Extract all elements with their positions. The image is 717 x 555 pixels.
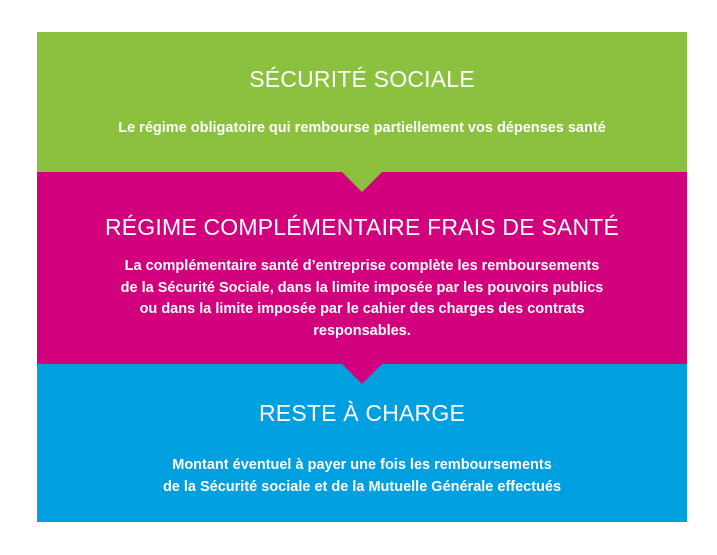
block-title: RÉGIME COMPLÉMENTAIRE FRAIS DE SANTÉ [104, 214, 620, 240]
description-line: La complémentaire santé d’entreprise complète les remboursements [124, 258, 600, 274]
block-description [77, 256, 647, 342]
down-arrow-icon [342, 364, 382, 384]
description-line: de la Sécurité Sociale, dans la limite imposée par les pouvoirs publics [120, 279, 604, 296]
description-line: de la Sécurité sociale et de la Mutuelle Générale effectués [162, 478, 562, 495]
regime-complementaire-block [37, 172, 687, 364]
description-line: responsables. [313, 322, 411, 339]
block-description [77, 455, 647, 498]
securite-sociale-block [37, 32, 687, 172]
block-description [77, 118, 647, 140]
description-line: Le régime obligatoire qui rembourse partiellement vos dépenses santé [118, 120, 606, 136]
description-line: Montant éventuel à payer une fois les remboursements [172, 457, 552, 473]
block-title: SÉCURITÉ SOCIALE [249, 66, 475, 92]
down-arrow-icon [342, 172, 382, 192]
block-title: RESTE À CHARGE [258, 400, 465, 426]
description-line: ou dans la limite imposée par le cahier des charges des contrats [139, 301, 585, 317]
reste-a-charge-block [37, 364, 687, 522]
